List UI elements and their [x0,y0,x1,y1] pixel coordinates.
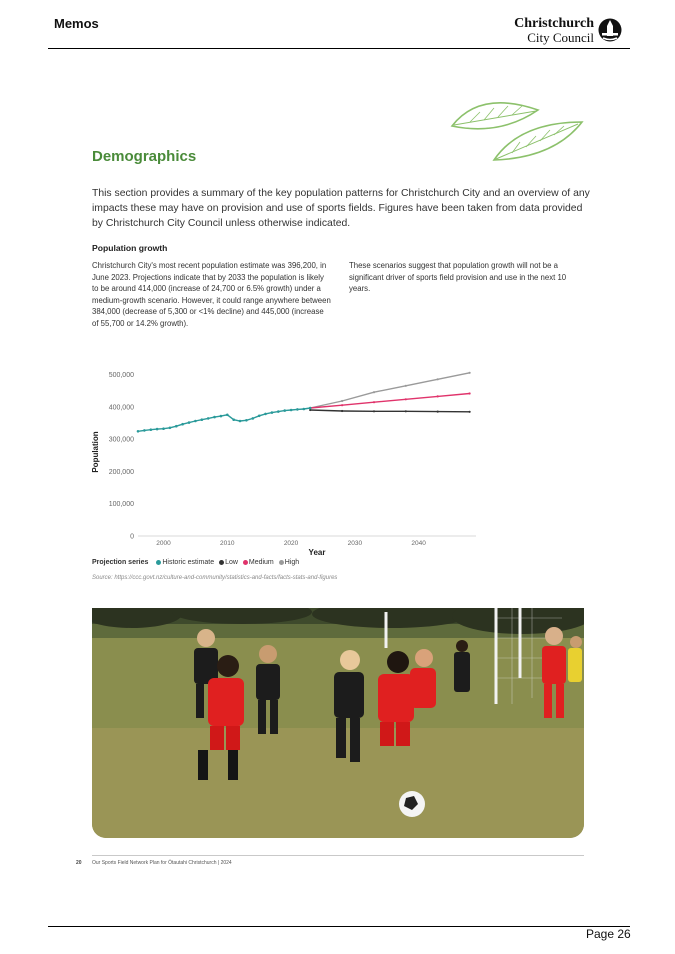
data-point-historic-estimate [207,417,210,420]
legend-label-historic: Historic estimate [162,559,215,566]
data-point-historic-estimate [252,417,255,420]
document-page-number: 20 [76,860,82,866]
data-point-high [405,385,407,387]
data-point-historic-estimate [143,429,146,432]
data-point-historic-estimate [150,428,153,431]
intro-paragraph: This section provides a summary of the key population patterns for Christchurch City and an overview of any impacts these may have on provision and use of sports fields. Figures have been taken from data provided by Christchurch City Council unless otherwise indicated. [92,188,590,229]
data-point-historic-estimate [201,418,204,421]
x-tick-label: 2000 [156,540,171,547]
y-tick-label: 200,000 [108,468,134,476]
series-line-high [310,373,469,408]
cathedral-icon [598,17,622,43]
data-point-historic-estimate [213,416,216,419]
page-label: Page 26 [586,927,631,941]
data-point-high [341,400,343,402]
y-axis-title: Population [91,431,100,473]
x-tick-label: 2010 [220,540,235,547]
data-point-medium [405,398,407,400]
data-point-high [373,391,375,393]
legend-label-high: High [284,559,300,566]
x-tick-label: 2040 [411,540,426,547]
data-point-historic-estimate [239,420,242,423]
data-point-historic-estimate [156,428,159,431]
population-growth-left-paragraph: Christchurch City's most recent population estimate was 396,200, in June 2023. Projections indicate that by 2033 the population is likely to be around 414,000 (increase of 24,700 or 6.5% growth) under a medium-growth scenario. However, it could range anywhere between 384,000 (decrease of 5,300 or <1% decline) and 445,000 (increase of 55,700 or 14.2% growth). [92,261,331,328]
series-line-low [310,410,469,412]
data-point-low [373,410,375,412]
series-line-medium [310,394,469,409]
x-axis-title: Year [308,548,326,557]
data-point-low [341,410,343,412]
y-tick-label: 500,000 [108,371,134,379]
data-point-historic-estimate [283,409,286,412]
legend-label-medium: Medium [248,559,274,566]
x-tick-label: 2030 [347,540,363,547]
legend-dot-medium [243,560,248,565]
data-point-historic-estimate [188,421,191,424]
data-point-medium [373,401,375,403]
data-point-historic-estimate [303,408,306,411]
footer-divider [92,855,584,856]
population-chart [88,356,488,558]
source-citation: Source: https://ccc.govt.nz/culture-and-community/statistics-and-facts/facts-stats-and-figures [92,575,338,581]
legend-dot-low [219,560,224,565]
document-footer-text: Our Sports Field Network Plan for Ōtautahi Christchurch | 2024 [92,860,232,866]
data-point-historic-estimate [264,413,267,416]
x-tick-label: 2020 [283,540,299,547]
data-point-high [437,378,439,380]
data-point-historic-estimate [309,407,312,410]
data-point-low [469,411,471,413]
data-point-historic-estimate [194,420,197,423]
data-point-historic-estimate [162,427,165,430]
data-point-low [405,410,407,412]
memos-label: Memos [54,16,99,31]
data-point-historic-estimate [137,430,140,433]
header-divider [48,48,630,49]
bottom-divider [48,926,630,927]
data-point-historic-estimate [226,414,229,417]
y-tick-label: 0 [130,533,134,541]
data-point-high [469,372,471,374]
legend-dot-high [279,560,284,565]
data-point-historic-estimate [245,419,248,422]
data-point-historic-estimate [277,410,280,413]
chart-legend [92,559,299,566]
data-point-medium [437,395,439,397]
logo-line-2: City Council [527,30,594,45]
data-point-historic-estimate [232,418,235,421]
data-point-medium [469,392,471,394]
legend-label-low: Low [225,559,238,566]
logo-line-1: Christchurch [514,16,594,31]
population-growth-right-paragraph: These scenarios suggest that population growth will not be a significant driver of sports field provision and use in the next 10 years. [349,261,567,294]
data-point-historic-estimate [169,427,172,430]
council-logo [512,14,622,46]
y-tick-label: 100,000 [108,501,134,509]
population-growth-heading: Population growth [92,243,168,253]
legend-title: Projection series [92,559,149,566]
data-point-historic-estimate [258,415,261,418]
data-point-low [437,411,439,413]
data-point-historic-estimate [296,408,299,411]
section-title: Demographics [92,148,197,165]
legend-dot-historic [156,560,161,565]
data-point-historic-estimate [175,425,178,428]
y-tick-label: 400,000 [108,404,134,412]
data-point-historic-estimate [181,423,184,426]
children-football-photo [92,608,584,838]
data-point-historic-estimate [290,409,293,412]
y-tick-label: 300,000 [108,436,134,444]
data-point-historic-estimate [271,411,274,414]
data-point-historic-estimate [220,415,223,418]
data-point-medium [341,404,343,406]
leaf-decoration-icon [450,94,590,166]
